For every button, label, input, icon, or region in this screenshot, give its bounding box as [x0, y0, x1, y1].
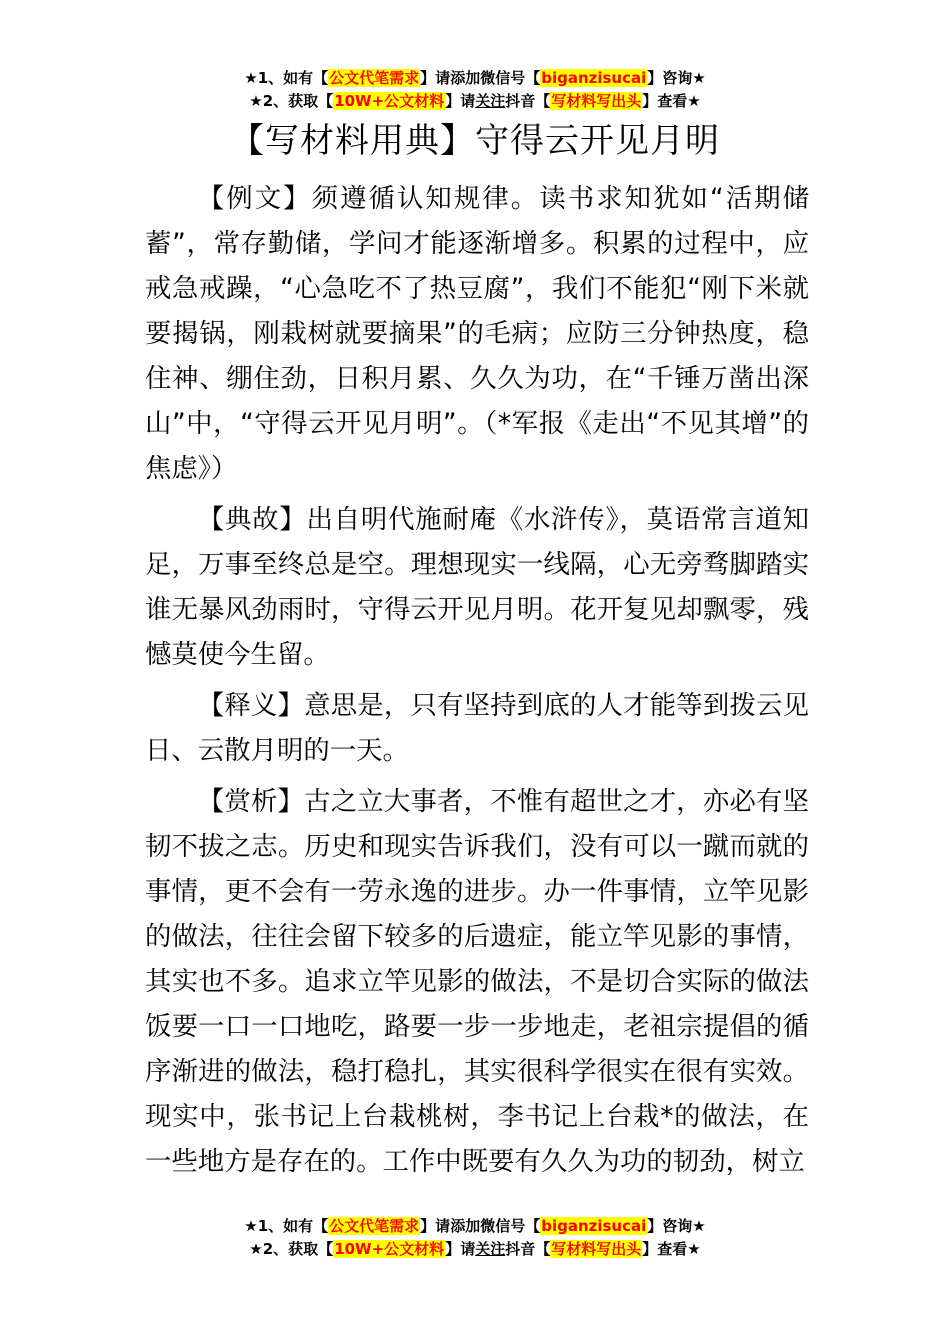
promo-emphasis: 添加 — [450, 1217, 481, 1235]
promo-text: 】咨询★ — [647, 69, 706, 87]
promo-text: 】查看★ — [642, 92, 701, 110]
promo-highlight-materials: 10W+公文材料 — [334, 92, 445, 110]
promo-highlight-service: 公文代笔需求 — [329, 69, 420, 87]
promo-text: ★2、获取【 — [249, 92, 334, 110]
promo-line-2 — [0, 1238, 950, 1261]
promo-text: 】请 — [445, 1240, 476, 1258]
promo-highlight-wechat-id: biganzisucai — [541, 1217, 647, 1235]
promo-text: ★1、如有【 — [244, 1217, 329, 1235]
promo-highlight-materials: 10W+公文材料 — [334, 1240, 445, 1258]
promo-text: 】请 — [445, 92, 476, 110]
promo-line-2 — [0, 90, 950, 113]
promo-emphasis: 添加 — [450, 69, 481, 87]
header-promo — [0, 67, 950, 113]
promo-highlight-service: 公文代笔需求 — [329, 1217, 420, 1235]
promo-highlight-douyin: 写材料写出头 — [551, 1240, 642, 1258]
promo-highlight-wechat-id: biganzisucai — [541, 69, 647, 87]
promo-emphasis: 关注 — [475, 92, 506, 110]
paragraph-allusion: 【典故】出自明代施耐庵《水浒传》，莫语常言道知足，万事至终总是空。理想现实一线隔，心无旁骛脚踏实谁无暴风劲雨时，守得云开见月明。花开复见却飘零，残憾莫使今生留。 — [145, 504, 809, 670]
article-body — [145, 176, 809, 1184]
paragraph-appreciation: 【赏析】古之立大事者，不惟有超世之才，亦必有坚韧不拔之志。历史和现实告诉我们，没有可以一蹴而就的事情，更不会有一劳永逸的进步。办一件事情，立竿见影的做法，往往会留下较多的后遗症，能立竿见影的事情，其实也不多。追求立竿见影的做法，不是切合实际的做法饭要一口一口地吃，路要一步一步地走，老祖宗提倡的循序渐进的做法，稳打稳扎，其实很科学很实在很有实效。现实中，张书记上台栽桃树，李书记上台栽*的做法，在一些地方是存在的。工作中既要有久久为功的韧劲，树立 — [145, 786, 809, 1177]
paragraph-example: 【例文】须遵循认知规律。读书求知犹如“活期储蓄”，常存勤储，学问才能逐渐增多。积累的过程中，应戒急戒躁，“心急吃不了热豆腐”，我们不能犯“刚下米就要揭锅，刚栽树就要摘果”的毛病；应防三分钟热度，稳住神、绷住劲，日积月累、久久为功，在“千锤万凿出深山”中，“守得云开见月明”。（*军报《走出“不见其增”的焦虑》） — [145, 183, 809, 484]
promo-text: 抖音【 — [505, 1240, 551, 1258]
footer-promo — [0, 1215, 950, 1261]
promo-text: 】请 — [420, 1217, 451, 1235]
promo-text: 抖音【 — [505, 92, 551, 110]
promo-line-1 — [0, 67, 950, 90]
paragraph-meaning: 【释义】意思是，只有坚持到底的人才能等到拨云见日、云散月明的一天。 — [145, 690, 809, 766]
promo-line-1 — [0, 1215, 950, 1238]
promo-text: 】查看★ — [642, 1240, 701, 1258]
promo-highlight-douyin: 写材料写出头 — [551, 92, 642, 110]
document-title: 【写材料用典】守得云开见月明 — [230, 121, 720, 161]
promo-text: 】请 — [420, 69, 451, 87]
promo-text: ★1、如有【 — [244, 69, 329, 87]
promo-text: ★2、获取【 — [249, 1240, 334, 1258]
promo-emphasis: 关注 — [475, 1240, 506, 1258]
promo-text: 微信号【 — [480, 69, 541, 87]
promo-text: 微信号【 — [480, 1217, 541, 1235]
promo-text: 】咨询★ — [647, 1217, 706, 1235]
